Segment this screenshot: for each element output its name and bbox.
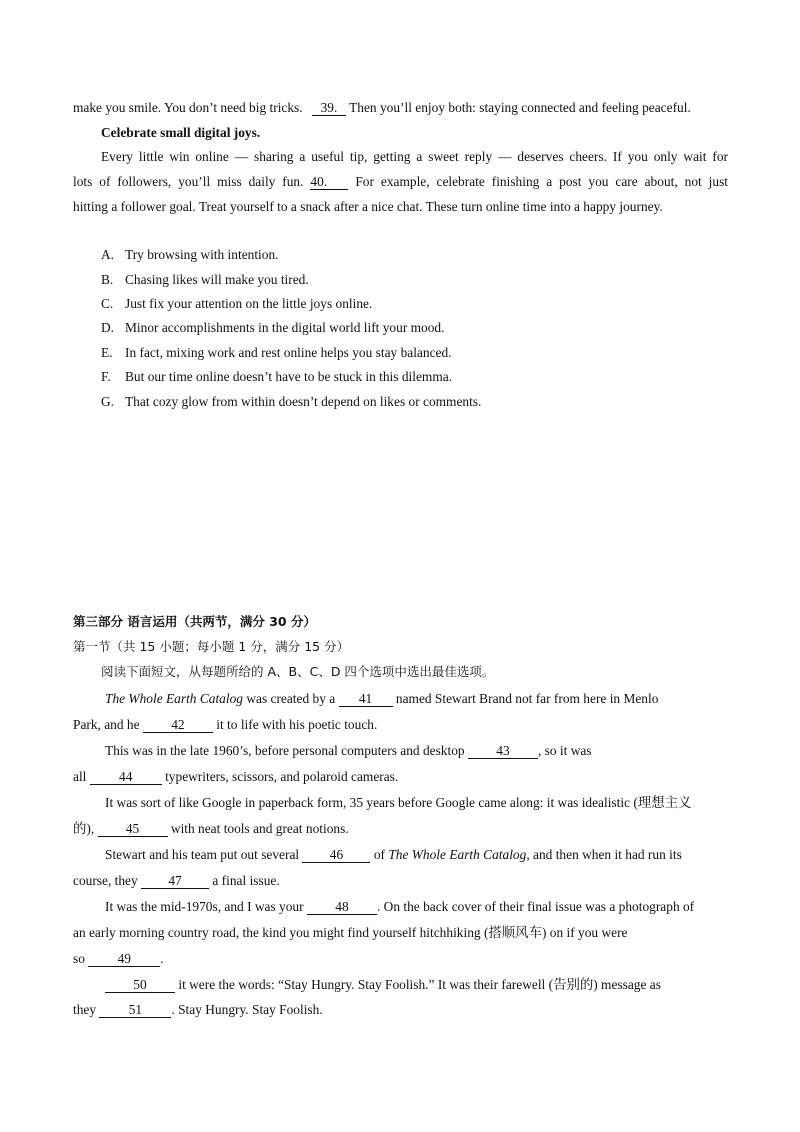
text-segment: all [73, 769, 90, 784]
option-b [101, 271, 309, 289]
text-segment: was created by a [243, 691, 339, 706]
option-f [101, 368, 452, 386]
cloze-line-5: It was sort of like Google in paperback form, 35 years before Google came along: it was idealistic (理想主义 [105, 795, 692, 810]
option-letter: B. [101, 272, 114, 287]
option-g [101, 393, 481, 411]
option-text: Chasing likes will make you tired. [125, 272, 309, 287]
passage-line-3: Every little win online — sharing a useful tip, getting a sweet reply — deserves cheers. If you only wait for [101, 149, 728, 164]
text-segment: Stewart and his team put out several [105, 847, 303, 862]
cloze-line-4 [73, 768, 728, 786]
text-segment: . [160, 951, 164, 966]
blank-41: 41 [339, 692, 393, 707]
option-letter: G. [101, 394, 115, 409]
passage-line-5: hitting a follower goal. Treat yourself to a snack after a nice chat. These turn online time into a happy journey. [73, 199, 663, 214]
option-a [101, 246, 279, 264]
option-text: Try browsing with intention. [125, 247, 279, 262]
text-segment: with neat tools and great notions. [167, 821, 349, 836]
instruction: 阅读下面短文，从每题所给的 A、B、C、D 四个选项中选出最佳选项。 [101, 664, 495, 679]
option-text: But our time online doesn’t have to be stuck in this dilemma. [125, 369, 453, 384]
section1-title: 第一节（共 15 小题；每小题 1 分，满分 15 分） [73, 639, 350, 654]
cloze-line-8 [73, 872, 728, 890]
cloze-line-10: an early morning country road, the kind you might find yourself hitchhiking (搭顺风车) on if you were [73, 925, 628, 940]
text-segment: of [370, 847, 389, 862]
catalog-title: The Whole Earth Catalog [105, 691, 243, 706]
text-segment: they [73, 1002, 100, 1017]
cloze-line-13 [73, 1001, 728, 1019]
text-segment: , so it was [537, 743, 592, 758]
option-e [101, 344, 452, 362]
option-letter: D. [101, 320, 115, 335]
blank-51: 51 [99, 1003, 171, 1018]
text-segment: course, they [73, 873, 142, 888]
part3-title: 第三部分 语言运用（共两节，满分 30 分） [73, 614, 316, 629]
text-segment: make you smile. You don’t need big tricks. [73, 100, 303, 115]
passage-line-4 [73, 173, 728, 191]
text-segment: It was the mid-1970s, and I was your [105, 899, 307, 914]
cloze-line-7 [105, 846, 760, 864]
cloze-line-9 [105, 898, 728, 916]
blank-47: 47 [141, 874, 209, 889]
text-segment: so [73, 951, 89, 966]
text-segment: it to life with his poetic touch. [212, 717, 378, 732]
option-letter: F. [101, 369, 111, 384]
cloze-line-1 [105, 690, 760, 708]
blank-44: 44 [90, 770, 162, 785]
text-segment: , and then when it had run its [526, 847, 682, 862]
blank-46: 46 [302, 848, 370, 863]
option-c [101, 295, 372, 313]
text-segment: . On the back cover of their final issue was a photograph of [376, 899, 695, 914]
cloze-line-11 [73, 950, 728, 968]
option-text: Minor accomplishments in the digital world lift your mood. [125, 320, 445, 335]
blank-42: 42 [143, 718, 213, 733]
option-letter: C. [101, 296, 114, 311]
blank-39: 39. [312, 101, 346, 116]
option-text: That cozy glow from within doesn’t depend on likes or comments. [125, 394, 482, 409]
text-segment: lots of followers, you’ll miss daily fun. [73, 174, 304, 189]
cloze-line-2 [73, 716, 728, 734]
blank-48: 48 [307, 900, 377, 915]
option-text: In fact, mixing work and rest online helps you stay balanced. [125, 345, 452, 360]
text-segment: For example, celebrate finishing a post you care about, not just [355, 174, 729, 189]
text-segment: a final issue. [209, 873, 280, 888]
passage-line-1 [73, 99, 728, 117]
text-segment: named Stewart Brand not far from here in Menlo [392, 691, 659, 706]
cloze-line-3 [105, 742, 760, 760]
text-segment: . Stay Hungry. Stay Foolish. [171, 1002, 323, 1017]
text-segment: typewriters, scissors, and polaroid cameras. [161, 769, 399, 784]
blank-50: 50 [105, 978, 175, 993]
text-segment: 的), [73, 821, 98, 836]
blank-43: 43 [468, 744, 538, 759]
blank-40: 40. [310, 175, 348, 190]
cloze-line-6 [73, 820, 728, 838]
text-segment: Then you’ll enjoy both: staying connected and feeling peaceful. [349, 100, 691, 115]
blank-45: 45 [98, 822, 168, 837]
text-segment: Park, and he [73, 717, 143, 732]
text-segment: This was in the late 1960’s, before personal computers and desktop [105, 743, 468, 758]
catalog-title: The Whole Earth Catalog [388, 847, 527, 862]
section-heading: Celebrate small digital joys. [101, 125, 261, 140]
blank-49: 49 [88, 952, 160, 967]
option-d [101, 319, 444, 337]
option-letter: A. [101, 247, 115, 262]
cloze-line-12 [105, 976, 760, 994]
option-text: Just fix your attention on the little joys online. [125, 296, 373, 311]
option-letter: E. [101, 345, 113, 360]
text-segment: it were the words: “Stay Hungry. Stay Foolish.” It was their farewell (告别的) message as [175, 977, 661, 992]
